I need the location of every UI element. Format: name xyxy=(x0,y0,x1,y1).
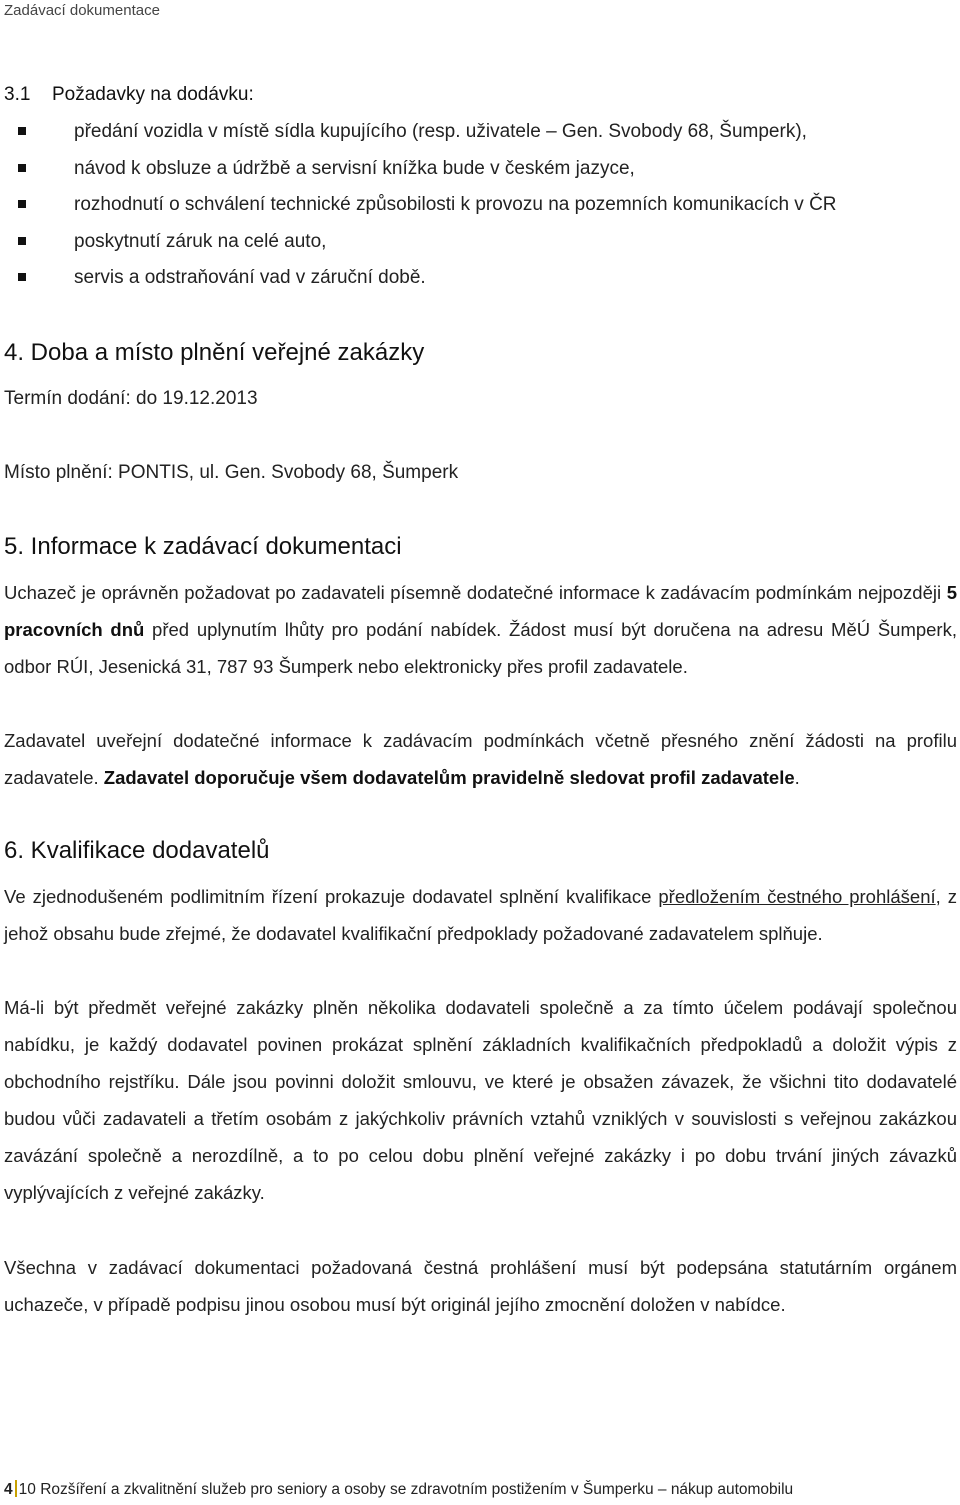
delivery-deadline: Termín dodání: do 19.12.2013 xyxy=(4,388,258,409)
section-6-heading: 6. Kvalifikace dodavatelů xyxy=(4,837,270,864)
footer-text: Rozšíření a zkvalitnění služeb pro seniory a osoby se zdravotním postižením v Šumperku – nákup automobilu xyxy=(40,1481,794,1498)
section-5-heading: 5. Informace k zadávací dokumentaci xyxy=(4,533,402,560)
bullet-square-icon xyxy=(18,127,26,135)
section-6-paragraph-2: Má-li být předmět veřejné zakázky plněn několika dodavateli společně a za tímto účelem podávají společnou nabídku, je každý dodavatel povinen prokázat splnění základních kvalifikačních předpokladů a doložit výpis z obchodního rejstříku. Dále jsou povinni doložit smlouvu, ve které je obsažen závazek, že všichni tito dodavatelé budou vůči zadavateli a třetím osobám z jakýchkoliv právních vztahů vzniklých v souvislosti s veřejnou zakázkou zavázání společně a nerozdílně, a to po celou dobu plnění veřejné zakázky i po dobu trvání jiných závazků vyplývajících z veřejné zakázky. xyxy=(4,997,957,1203)
list-item-text: předání vozidla v místě sídla kupujícího (resp. uživatele – Gen. Svobody 68, Šumperk), xyxy=(74,121,807,142)
list-item-text: servis a odstraňování vad v záruční době. xyxy=(74,267,426,289)
section-6-paragraph-1: Ve zjednodušeném podlimitním řízení prokazuje dodavatel splnění kvalifikace předložením čestného prohlášení, z jehož obsahu bude zřejmé, že dodavatel kvalifikační předpoklady požadované zadavatelem splňuje. xyxy=(4,886,957,944)
requirements-list xyxy=(0,114,837,297)
page-footer xyxy=(4,1480,793,1499)
list-item xyxy=(0,260,837,297)
list-item-text: návod k obsluze a údržbě a servisní knížka bude v českém jazyce, xyxy=(74,157,635,179)
page-number: 4 xyxy=(4,1481,13,1498)
section-title: Požadavky na dodávku: xyxy=(52,84,254,105)
place-of-performance: Místo plnění: PONTIS, ul. Gen. Svobody 68, Šumperk xyxy=(4,462,459,483)
bullet-square-icon xyxy=(18,237,26,245)
list-item xyxy=(0,187,837,224)
section-number: 3.1 xyxy=(4,84,31,105)
bullet-square-icon xyxy=(18,273,26,281)
page-total: 10 xyxy=(18,1481,36,1498)
list-item xyxy=(0,224,837,261)
section-3-1-heading xyxy=(4,84,254,106)
footer-separator xyxy=(15,1480,17,1497)
section-5-paragraph-2: Zadavatel uveřejní dodatečné informace k zadávacím podmínkách včetně přesného znění žádosti na profilu zadavatele. Zadavatel doporučuje všem dodavatelům pravidelně sledovat profil zadavatele. xyxy=(4,730,957,788)
bullet-square-icon xyxy=(18,164,26,172)
list-item-text: poskytnutí záruk na celé auto, xyxy=(74,230,327,252)
section-6-paragraph-3: Všechna v zadávací dokumentaci požadovaná čestná prohlášení musí být podepsána statutárním orgánem uchazeče, v případě podpisu jinou osobou musí být originál jejího zmocnění doložen v nabídce. xyxy=(4,1257,957,1315)
list-item xyxy=(0,114,837,151)
section-5-paragraph-1: Uchazeč je oprávněn požadovat po zadavateli písemně dodatečné informace k zadávacím podmínkám nejpozději 5 pracovních dnů před uplynutím lhůty pro podání nabídek. Žádost musí být doručena na adresu MěÚ Šumperk, odbor RÚI, Jesenická 31, 787 93 Šumperk nebo elektronicky přes profil zadavatele. xyxy=(4,582,957,677)
list-item xyxy=(0,151,837,188)
document-header: Zadávací dokumentace xyxy=(4,2,160,19)
section-4-heading: 4. Doba a místo plnění veřejné zakázky xyxy=(4,339,425,366)
bullet-square-icon xyxy=(18,200,26,208)
list-item-text: rozhodnutí o schválení technické způsobilosti k provozu na pozemních komunikacích v ČR xyxy=(74,194,837,216)
